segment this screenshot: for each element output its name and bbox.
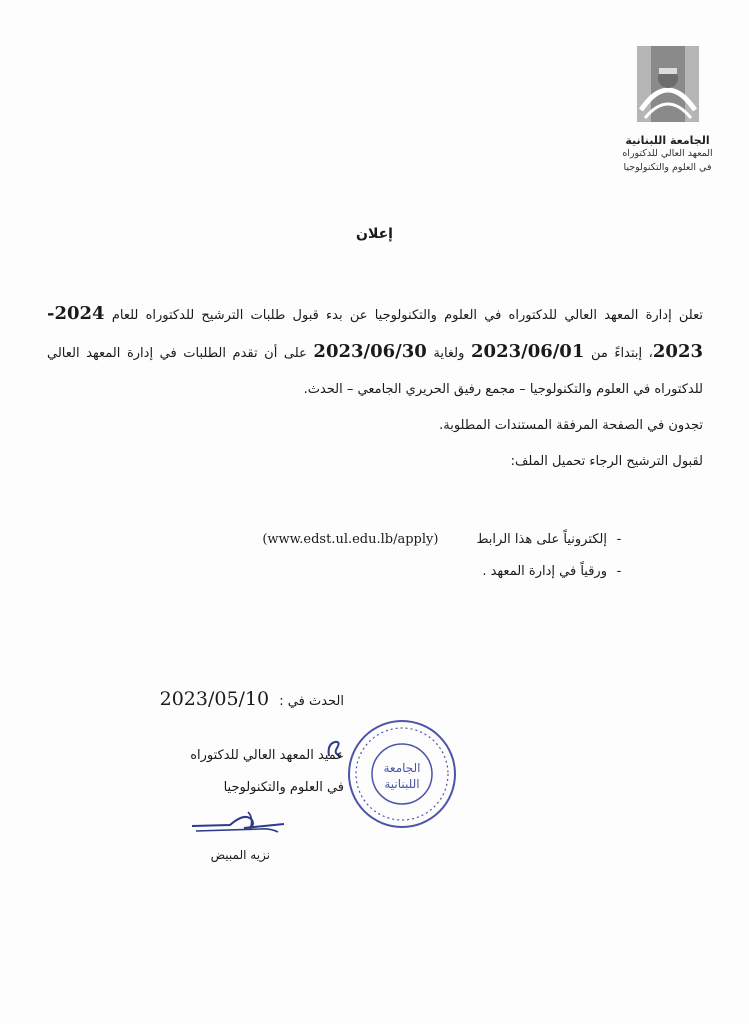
signature-icon [190,808,286,836]
stamp-text-line2: اللبنانية [384,777,420,791]
announcement-body [47,296,703,480]
body-text-part1: تعلن إدارة المعهد العالي للدكتوراه في العلوم والتكنولوجيا عن بدء قبول طلبات الترشيح للدكتوراه للعام [111,308,704,323]
documents-note: تجدون في الصفحة المرفقة المستندات المطلوبة. [439,418,703,433]
list-item-paper [262,555,631,587]
start-date: 2023/06/01 [471,341,585,362]
university-logo-icon [623,40,713,130]
paper-option-text: ورقياً في إدارة المعهد . [482,563,607,579]
signatory-name: نزيه المبيض [210,848,270,862]
letterhead [620,40,715,175]
application-instruction: لقبول الترشيح الرجاء تحميل الملف: [510,454,703,469]
institute-name-line2: في العلوم والتكنولوجيا [623,162,712,173]
signatory-block [190,740,344,804]
announcement-paragraph [47,296,703,408]
institute-name-line1: المعهد العالي للدكتوراه [622,148,713,159]
body-text-part2: ، إبتداءً من [590,346,653,361]
page-title: إعلان [356,226,393,242]
signatory-title-line2: في العلوم والتكنولوجيا [223,780,344,795]
application-methods-list [262,523,631,587]
issue-date-label: الحدث في : [279,694,344,709]
official-stamp-icon [346,718,458,830]
body-text-part4: على أن تقدم الطلبات في إدارة المعهد العالي للدكتوراه في العلوم والتكنولوجيا – مجمع رفيق الحريري الجامعي – الحدث. [47,346,703,397]
list-dash: - [616,531,622,547]
university-name: الجامعة اللبنانية [625,134,710,147]
list-item-online [262,523,631,555]
stamp-text-line1: الجامعة [383,761,421,775]
issue-date-line [160,688,344,710]
academic-year: 2024-2023 [47,303,703,362]
body-text-part3: ولغاية [433,346,465,361]
end-date: 2023/06/30 [313,341,427,362]
list-dash: - [616,563,622,579]
signatory-title-line1: عميد المعهد العالي للدكتوراه [190,748,344,763]
issue-date: 2023/05/10 [159,688,270,710]
online-option-text: إلكترونياً على هذا الرابط [476,531,607,547]
apply-link[interactable]: (www.edst.ul.edu.lb/apply) [262,531,439,547]
